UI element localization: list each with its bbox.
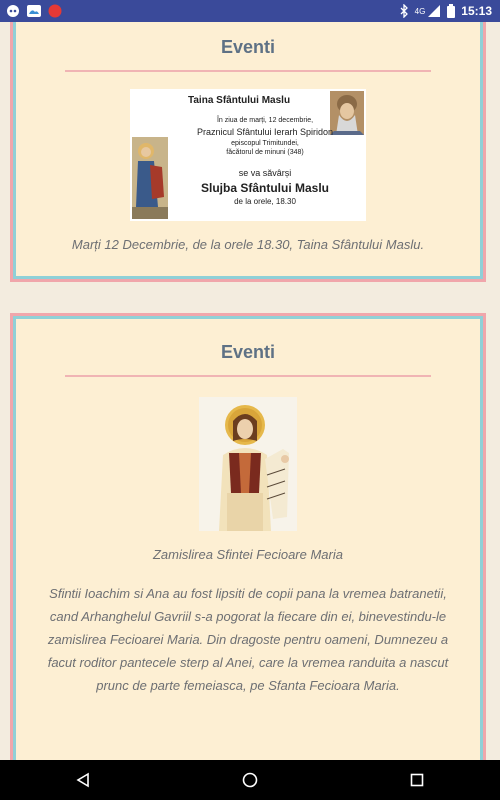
event-caption: Zamislirea Sfintei Fecioare Maria [152,547,343,562]
poster-text: de la orele, 18.30 [234,197,296,206]
poster-text: episcopul Trimitundei, [231,140,299,147]
event-caption: Marți 12 Decembrie, de la orele 18.30, Taina Sfântului Maslu. [71,237,425,252]
event-description: Sfintii Ioachim si Ana au fost lipsiti de copii pana la vremea batranetii, cand Arhanghelul Gavriil s-a pogorat la fiecare din ei, binevestindu-le zamislirea Fecioarei Maria. Din dragoste pentru oameni, Dumnezeu a facut roditor pantecele sterp al Anei, care la vremea randuita a nascut prunc de parte femeiasca, pe Sfanta Fecioara Maria. [47,586,449,693]
event-card[interactable] [10,313,486,760]
back-button[interactable] [53,760,113,800]
poster-title: Taina Sfântului Maslu [188,95,291,106]
poster-text: făcătorul de minuni (348) [226,149,304,156]
network-type-label: 4G [414,6,426,16]
card-title: Eventi [220,342,276,362]
poster-text: Praznicul Sfântului Ierarh Spiridon [196,127,334,137]
poster-text: În ziua de marți, 12 decembrie, [216,117,314,124]
saints-icon [132,137,168,219]
recent-apps-icon [409,772,425,788]
divider [65,375,431,377]
bluetooth-icon [399,3,409,19]
back-icon [75,772,91,788]
event-poster-image[interactable] [130,89,366,221]
poster-headline: Slujba Sfântului Maslu [200,181,329,195]
signal-icon [427,3,441,19]
virgin-mary-icon-image[interactable] [199,397,297,531]
event-card[interactable] [10,22,486,282]
weather-app-icon [26,3,42,19]
card-title: Eventi [220,37,276,57]
event-feed[interactable] [0,22,500,760]
home-icon [242,772,258,788]
battery-icon [447,3,455,19]
clock: 15:13 [461,4,492,18]
divider [65,70,431,72]
recent-apps-button[interactable] [387,760,447,800]
navigation-bar [0,760,500,800]
status-bar [0,0,500,22]
poster-text: se va săvârși [238,168,292,178]
record-notification-icon [48,3,62,19]
home-button[interactable] [220,760,280,800]
chat-notification-icon [6,3,20,19]
